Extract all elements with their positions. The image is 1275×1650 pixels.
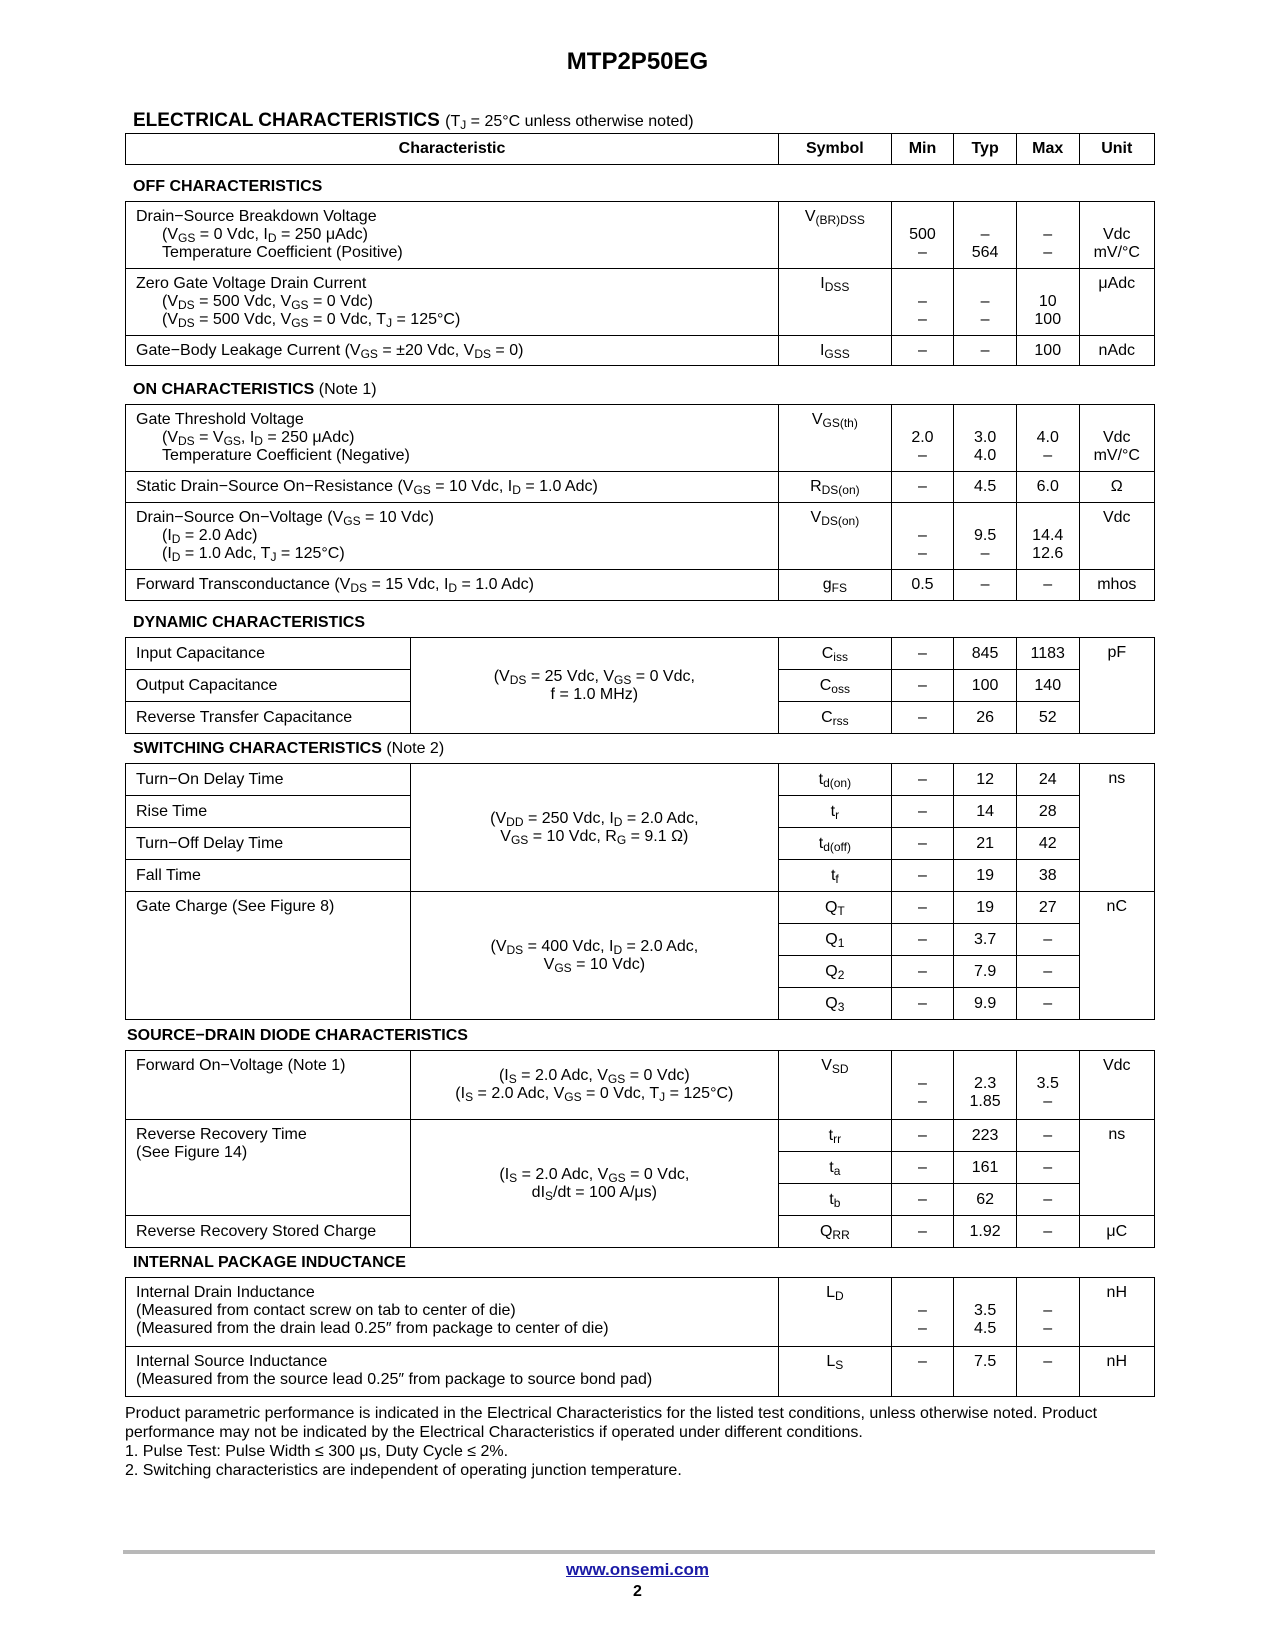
section-on: ON CHARACTERISTICS (Note 1) [133,381,377,398]
row-coss-max: 140 [1016,670,1079,702]
row-tdon-min: – [891,764,954,796]
row-idss-min: – – [891,269,954,336]
row-ta-typ: 161 [954,1152,1017,1184]
switching-unit: ns [1079,764,1154,892]
row-crss-max: 52 [1016,702,1079,734]
row-tdoff-min: – [891,828,954,860]
row-tdoff-label: Turn−Off Delay Time [126,828,411,860]
row-gfs-unit: mhos [1079,570,1154,601]
row-ciss-min: – [891,638,954,670]
row-q2-min: – [891,956,954,988]
row-crss-label: Reverse Transfer Capacitance [126,702,411,734]
row-tf-typ: 19 [954,860,1017,892]
row-ld-symbol: $L_D$ [779,1278,892,1347]
row-ld-max: – – [1016,1278,1079,1347]
row-ls-min: – [891,1347,954,1397]
row-ls-typ: 7.5 [954,1347,1017,1397]
table-off [125,201,1155,366]
row-vgsth-unit: Vdc mV/°C [1079,405,1154,472]
section-heading [133,110,694,132]
footer-website-link[interactable]: www.onsemi.com [566,1560,709,1579]
row-tr-symbol: $t_r$ [779,796,892,828]
footnote-1: 1. Pulse Test: Pulse Width ≤ 300 μs, Duty Cycle ≤ 2%. [125,1443,509,1460]
row-crss-symbol: $C_{rss}$ [779,702,892,734]
heading-condition: ($T_J = 25^\circ C$ unless otherwise noted) [445,113,694,132]
row-ls-label: Internal Source Inductance (Measured from the source lead 0.25″ from package to source bond pad) [126,1347,779,1397]
row-ld-unit: nH [1079,1278,1154,1347]
row-q2-symbol: $Q_2$ [779,956,892,988]
table-row [126,472,1155,503]
row-gfs-label: Forward Transconductance ($V_{DS} = 15$ Vdc, $I_D = 1.0$ Adc) [126,570,779,601]
table-row [126,764,1155,796]
row-tr-label: Rise Time [126,796,411,828]
disclaimer: Product parametric performance is indicated in the Electrical Characteristics for the listed test conditions, unless otherwise noted. Product performance may not be indicated by the Electrical Characteristics if operated under different conditions. [125,1405,1098,1441]
row-rdson-min: – [891,472,954,503]
row-tdoff-max: 42 [1016,828,1079,860]
trr-conditions: ($I_S = 2.0$ Adc, $V_{GS} = 0$ Vdc, $dI_S/dt = 100$ A/μs) [410,1120,778,1248]
row-bvdss-unit: Vdc mV/°C [1079,202,1154,269]
dynamic-unit: pF [1079,638,1154,734]
row-crss-min: – [891,702,954,734]
row-trr-symbol: $t_{rr}$ [779,1120,892,1152]
row-qt-min: – [891,892,954,924]
row-ls-max: – [1016,1347,1079,1397]
row-crss-typ: 26 [954,702,1017,734]
table-row [126,503,1155,570]
row-gate-charge-label: Gate Charge (See Figure 8) [126,892,411,1020]
row-vsd-unit: Vdc [1079,1051,1154,1120]
table-row [126,1120,1155,1152]
table-row [126,1278,1155,1347]
row-rdson-label: Static Drain−Source On−Resistance ($V_{GS} = 10$ Vdc, $I_D = 1.0$ Adc) [126,472,779,503]
switching-conditions: ($V_{DD} = 250$ Vdc, $I_D = 2.0$ Adc, $V_{GS} = 10$ Vdc, $R_G = 9.1$ Ω) [410,764,778,892]
table-row [126,269,1155,336]
row-q2-typ: 7.9 [954,956,1017,988]
row-ciss-label: Input Capacitance [126,638,411,670]
row-tdon-max: 24 [1016,764,1079,796]
row-q3-max: – [1016,988,1079,1020]
row-idss-symbol: $I_{DSS}$ [779,269,892,336]
row-q3-min: – [891,988,954,1020]
table-row [126,892,1155,924]
page-title: MTP2P50EG [566,48,709,75]
col-max: Max [1016,134,1079,165]
row-q2-max: – [1016,956,1079,988]
table-on [125,404,1155,601]
gate-charge-unit: nC [1079,892,1154,1020]
table-row [126,336,1155,366]
row-tb-symbol: $t_b$ [779,1184,892,1216]
row-igss-label: Gate−Body Leakage Current ($V_{GS} = \pm 20$ Vdc, $V_{DS} = 0$) [126,336,779,366]
row-ls-unit: nH [1079,1347,1154,1397]
row-trr-typ: 223 [954,1120,1017,1152]
table-inductance [125,1277,1155,1397]
row-bvdss-max: – – [1016,202,1079,269]
table-row [126,638,1155,670]
row-vgsth-label: Gate Threshold Voltage ($V_{DS} = V_{GS}$, $I_D = 250$ μAdc) Temperature Coefficient (Negative) [126,405,779,472]
row-vdson-max: 14.4 12.6 [1016,503,1079,570]
row-ld-typ: 3.5 4.5 [954,1278,1017,1347]
row-qt-typ: 19 [954,892,1017,924]
row-ciss-symbol: $C_{iss}$ [779,638,892,670]
table-dynamic [125,637,1155,734]
dynamic-conditions: ($V_{DS} = 25$ Vdc, $V_{GS} = 0$ Vdc, f = 1.0 MHz) [410,638,778,734]
table-row [126,1051,1155,1120]
row-igss-max: 100 [1016,336,1079,366]
row-tr-min: – [891,796,954,828]
row-vdson-symbol: $V_{DS(on)}$ [779,503,892,570]
row-tb-min: – [891,1184,954,1216]
row-q3-symbol: $Q_3$ [779,988,892,1020]
row-vsd-symbol: $V_{SD}$ [779,1051,892,1120]
row-bvdss-typ: – 564 [954,202,1017,269]
row-tf-min: – [891,860,954,892]
section-source-drain: SOURCE−DRAIN DIODE CHARACTERISTICS [127,1027,468,1044]
row-coss-typ: 100 [954,670,1017,702]
row-coss-symbol: $C_{oss}$ [779,670,892,702]
row-q1-max: – [1016,924,1079,956]
row-coss-label: Output Capacitance [126,670,411,702]
trr-unit: ns [1079,1120,1154,1216]
row-tr-typ: 14 [954,796,1017,828]
row-qrr-label: Reverse Recovery Stored Charge [126,1216,411,1248]
row-tf-label: Fall Time [126,860,411,892]
row-igss-symbol: $I_{GSS}$ [779,336,892,366]
row-vgsth-symbol: $V_{GS(th)}$ [779,405,892,472]
col-symbol: Symbol [779,134,892,165]
row-trr-max: – [1016,1120,1079,1152]
section-switching: SWITCHING CHARACTERISTICS (Note 2) [133,740,445,757]
row-rdson-typ: 4.5 [954,472,1017,503]
row-tdoff-typ: 21 [954,828,1017,860]
footer-divider [123,1550,1155,1554]
row-vsd-min: – – [891,1051,954,1120]
row-qrr-min: – [891,1216,954,1248]
table-header-row [126,134,1155,165]
row-igss-unit: nAdc [1079,336,1154,366]
row-qrr-max: – [1016,1216,1079,1248]
row-vdson-unit: Vdc [1079,503,1154,570]
page-number: 2 [633,1583,642,1600]
row-q3-typ: 9.9 [954,988,1017,1020]
row-vgsth-max: 4.0 – [1016,405,1079,472]
row-vgsth-min: 2.0 – [891,405,954,472]
row-idss-label: Zero Gate Voltage Drain Current ($V_{DS} = 500$ Vdc, $V_{GS} = 0$ Vdc) ($V_{DS} = 500$ Vdc, $V_{GS} = 0$ Vdc, $T_J = 125^\circ C$) [126,269,779,336]
row-vdson-typ: 9.5 – [954,503,1017,570]
row-vgsth-typ: 3.0 4.0 [954,405,1017,472]
row-vsd-label: Forward On−Voltage (Note 1) [126,1051,411,1120]
row-vdson-label: Drain−Source On−Voltage ($V_{GS} = 10$ Vdc) ($I_D = 2.0$ Adc) ($I_D = 1.0$ Adc, $T_J = 125^\circ C$) [126,503,779,570]
row-qrr-symbol: $Q_{RR}$ [779,1216,892,1248]
row-idss-max: 10 100 [1016,269,1079,336]
row-vsd-typ: 2.3 1.85 [954,1051,1017,1120]
row-ls-symbol: $L_S$ [779,1347,892,1397]
row-bvdss-symbol: $V_{(BR)DSS}$ [779,202,892,269]
row-trr-label: Reverse Recovery Time (See Figure 14) [126,1120,411,1216]
col-characteristic: Characteristic [126,134,779,165]
row-q1-symbol: $Q_1$ [779,924,892,956]
row-tf-symbol: $t_f$ [779,860,892,892]
gate-charge-conditions: ($V_{DS} = 400$ Vdc, $I_D = 2.0$ Adc, $V_{GS} = 10$ Vdc) [410,892,778,1020]
row-vsd-max: 3.5 – [1016,1051,1079,1120]
row-ciss-max: 1183 [1016,638,1079,670]
row-rdson-symbol: $R_{DS(on)}$ [779,472,892,503]
row-ta-min: – [891,1152,954,1184]
row-ta-symbol: $t_a$ [779,1152,892,1184]
notes [125,1404,1160,1480]
row-bvdss-min: 500 – [891,202,954,269]
row-coss-min: – [891,670,954,702]
heading-main: ELECTRICAL CHARACTERISTICS [133,110,440,131]
row-gfs-min: 0.5 [891,570,954,601]
row-rdson-max: 6.0 [1016,472,1079,503]
row-qrr-typ: 1.92 [954,1216,1017,1248]
row-bvdss-label: Drain−Source Breakdown Voltage ($V_{GS} = 0$ Vdc, $I_D = 250$ μAdc) Temperature Coefficient (Positive) [126,202,779,269]
col-min: Min [891,134,954,165]
table-header [125,133,1155,165]
row-igss-typ: – [954,336,1017,366]
footnote-2: 2. Switching characteristics are independent of operating junction temperature. [125,1462,682,1479]
row-tdon-label: Turn−On Delay Time [126,764,411,796]
section-dynamic: DYNAMIC CHARACTERISTICS [133,614,365,631]
col-unit: Unit [1079,134,1154,165]
table-row [126,202,1155,269]
table-row [126,405,1155,472]
row-tdon-typ: 12 [954,764,1017,796]
section-inductance: INTERNAL PACKAGE INDUCTANCE [133,1254,406,1271]
table-source-drain [125,1050,1155,1248]
row-vdson-min: – – [891,503,954,570]
section-off: OFF CHARACTERISTICS [133,178,323,195]
row-ta-max: – [1016,1152,1079,1184]
table-row [126,1347,1155,1397]
row-tf-max: 38 [1016,860,1079,892]
row-q1-min: – [891,924,954,956]
row-tb-max: – [1016,1184,1079,1216]
row-gfs-max: – [1016,570,1079,601]
table-row [126,570,1155,601]
row-ld-min: – – [891,1278,954,1347]
row-ld-label: Internal Drain Inductance (Measured from contact screw on tab to center of die) (Measured from the drain lead 0.25″ from package to center of die) [126,1278,779,1347]
col-typ: Typ [954,134,1017,165]
row-gfs-symbol: $g_{FS}$ [779,570,892,601]
row-idss-typ: – – [954,269,1017,336]
table-switching [125,763,1155,1020]
row-igss-min: – [891,336,954,366]
row-rdson-unit: Ω [1079,472,1154,503]
row-qt-symbol: $Q_T$ [779,892,892,924]
row-tb-typ: 62 [954,1184,1017,1216]
row-q1-typ: 3.7 [954,924,1017,956]
row-tr-max: 28 [1016,796,1079,828]
row-qrr-unit: μC [1079,1216,1154,1248]
row-tdon-symbol: $t_{d(on)}$ [779,764,892,796]
row-qt-max: 27 [1016,892,1079,924]
row-gfs-typ: – [954,570,1017,601]
row-idss-unit: μAdc [1079,269,1154,336]
row-ciss-typ: 845 [954,638,1017,670]
vsd-conditions: ($I_S = 2.0$ Adc, $V_{GS} = 0$ Vdc) ($I_S = 2.0$ Adc, $V_{GS} = 0$ Vdc, $T_J = 125^\circ C$) [410,1051,778,1120]
row-tdoff-symbol: $t_{d(off)}$ [779,828,892,860]
row-trr-min: – [891,1120,954,1152]
